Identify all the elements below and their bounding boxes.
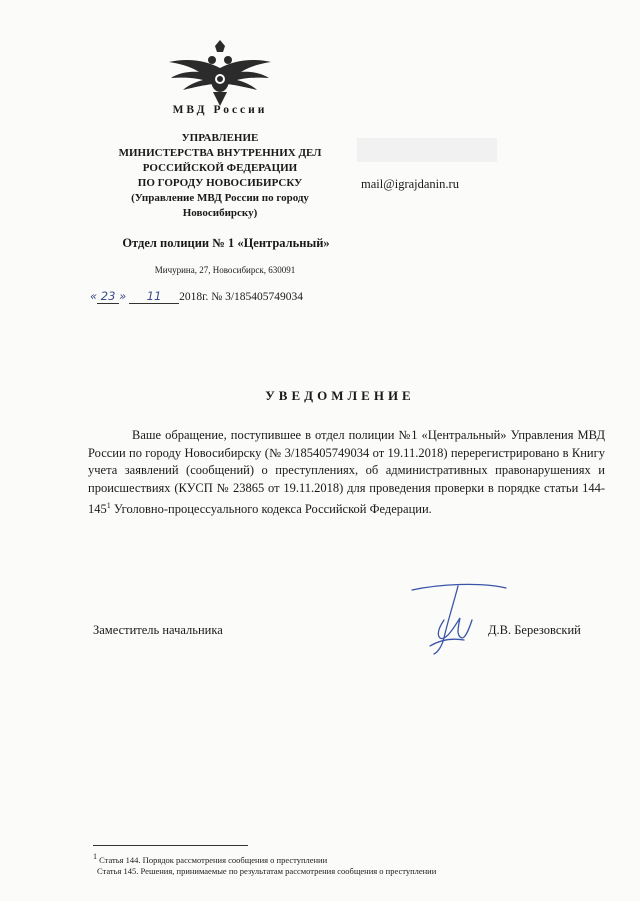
signatory-position: Заместитель начальника	[93, 623, 223, 637]
document-date-number	[90, 289, 303, 304]
org-line: ПО ГОРОДУ НОВОСИБИРСКУ	[137, 177, 303, 189]
org-line: РОССИЙСКОЙ ФЕДЕРАЦИИ	[142, 162, 298, 174]
org-line: МИНИСТЕРСТВА ВНУТРЕННИХ ДЕЛ	[118, 147, 322, 159]
date-year-number: 2018г. № 3/185405749034	[179, 291, 304, 303]
mvd-eagle-emblem-icon	[165, 38, 275, 108]
footnote-marker: 1	[93, 852, 97, 861]
handwritten-signature	[400, 580, 510, 660]
footnote-line: Статья 145. Решения, принимаемые по результатам рассмотрения сообщения о преступлении	[97, 865, 437, 876]
footnote-line: Статья 144. Порядок рассмотрения сообщения о преступлении	[97, 854, 328, 865]
footnote-ref: 1	[106, 501, 111, 510]
footnote-divider	[93, 845, 248, 846]
footnotes	[93, 851, 436, 877]
notice-body-main: Ваше обращение, поступившее в отдел полиции №1 «Центральный» Управления МВД России по городу Новосибирску (№ 3/185405749034 от 19.11.2018) перерегистрировано в Книгу учета заявлений (сообщений) о преступлениях, об административных правонарушениях и происшествиях (КУСП № 23865 от 19.11.2018) для проведения проверки в порядке статьи 144-145	[88, 428, 605, 517]
notice-title: УВЕДОМЛЕНИЕ	[265, 388, 415, 403]
notice-body	[88, 427, 605, 519]
signatory-name: Д.В. Березовский	[488, 623, 581, 637]
date-close-quote: »	[119, 289, 127, 303]
org-line: УПРАВЛЕНИЕ	[181, 132, 259, 144]
department-address: Мичурина, 27, Новосибирск, 630091	[154, 265, 296, 275]
date-open-quote: «	[90, 289, 98, 303]
org-line: (Управление МВД России по городу	[131, 192, 309, 204]
recipient-email: mail@igrajdanin.ru	[361, 177, 459, 191]
redacted-recipient-block	[357, 138, 497, 162]
department-name: Отдел полиции № 1 «Центральный»	[122, 236, 330, 250]
date-day: 23	[97, 290, 119, 304]
organization-name	[95, 131, 345, 221]
notice-body-tail: Уголовно-процессуального кодекса Российской Федерации.	[110, 502, 432, 517]
org-line: Новосибирску)	[182, 207, 258, 219]
agency-short-name: МВД России	[172, 104, 268, 116]
date-month: 11	[129, 290, 179, 304]
